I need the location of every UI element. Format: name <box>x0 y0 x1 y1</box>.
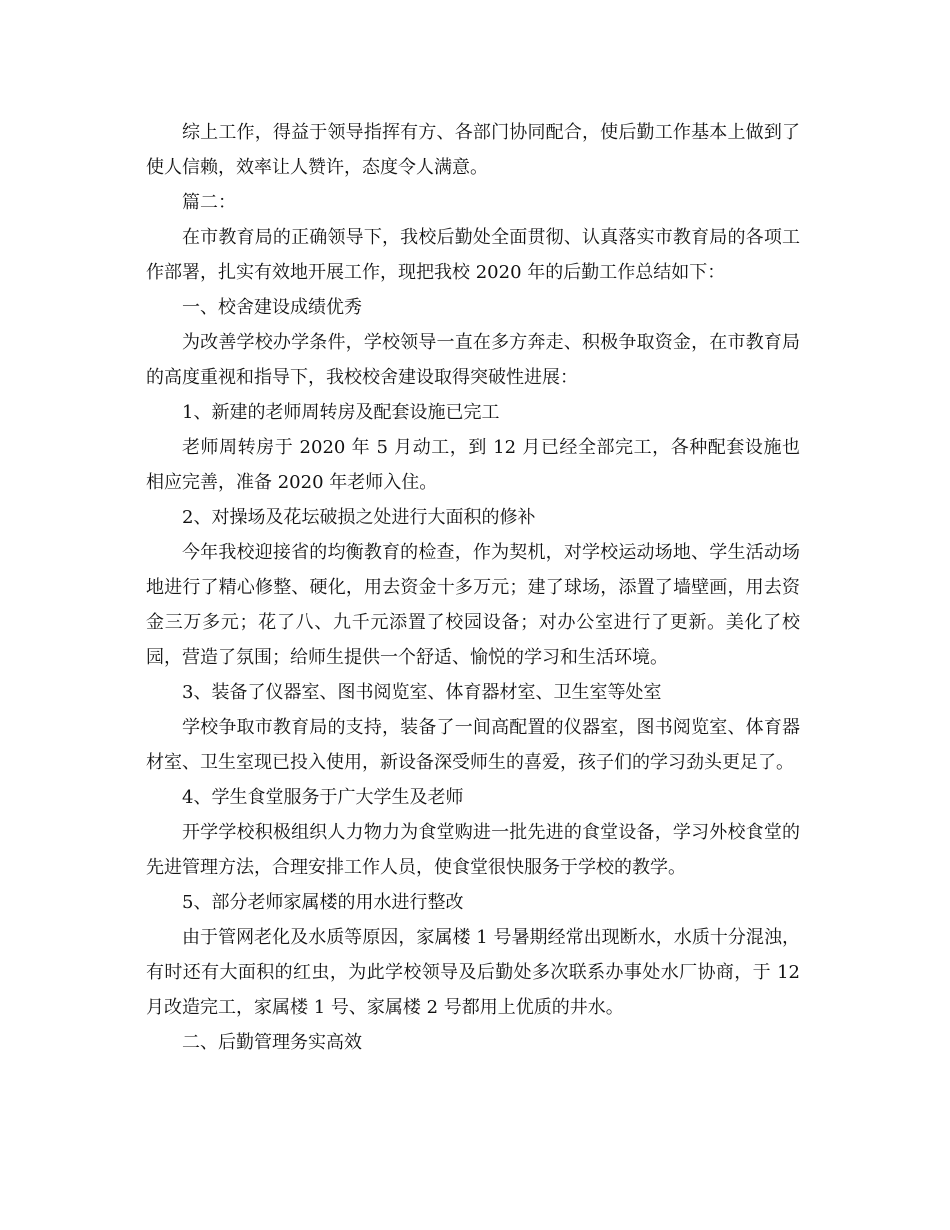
paragraph-subitem-3: 学校争取市教育局的支持，装备了一间高配置的仪器室，图书阅览室、体育器材室、卫生室现已投入使用，新设备深受师生的喜爱，孩子们的学习劲头更足了。 <box>146 717 800 773</box>
paragraph-subitem-5: 由于管网老化及水质等原因，家属楼 1 号暑期经常出现断水，水质十分混浊，有时还有大面积的红虫，为此学校领导及后勤处多次联系办事处水厂协商，于 12 月改造完工，家属楼 1 号、家属楼 2 号都用上优质的井水。 <box>146 927 800 1018</box>
paragraph-summary: 综上工作，得益于领导指挥有方、各部门协同配合，使后勤工作基本上做到了使人信赖，效率让人赞许，态度令人满意。 <box>146 122 800 178</box>
subheading-2: 2、对操场及花坛破损之处进行大面积的修补 <box>182 507 536 528</box>
subheading-4: 4、学生食堂服务于广大学生及老师 <box>182 787 464 808</box>
paragraph-section-1-intro: 为改善学校办学条件，学校领导一直在多方奔走、积极争取资金，在市教育局的高度重视和指导下，我校校舍建设取得突破性进展： <box>146 332 800 388</box>
section-heading-2: 二、后勤管理务实高效 <box>182 1032 362 1053</box>
paragraph-intro: 在市教育局的正确领导下，我校后勤处全面贯彻、认真落实市教育局的各项工作部署，扎实有效地开展工作，现把我校 2020 年的后勤工作总结如下： <box>146 227 800 283</box>
section-heading-1: 一、校舍建设成绩优秀 <box>182 297 362 318</box>
paragraph-part-two-heading: 篇二： <box>182 192 236 213</box>
subheading-1: 1、新建的老师周转房及配套设施已完工 <box>182 402 500 423</box>
subheading-5: 5、部分老师家属楼的用水进行整改 <box>182 892 464 913</box>
paragraph-subitem-4: 开学学校积极组织人力物力为食堂购进一批先进的食堂设备，学习外校食堂的先进管理方法，合理安排工作人员，使食堂很快服务于学校的教学。 <box>146 822 800 878</box>
subheading-3: 3、装备了仪器室、图书阅览室、体育器材室、卫生室等处室 <box>182 682 662 703</box>
paragraph-subitem-1: 老师周转房于 2020 年 5 月动工，到 12 月已经全部完工，各种配套设施也相应完善，准备 2020 年老师入住。 <box>146 437 800 493</box>
paragraph-subitem-2: 今年我校迎接省的均衡教育的检查，作为契机，对学校运动场地、学生活动场地进行了精心修整、硬化，用去资金十多万元；建了球场，添置了墙壁画，用去资金三万多元；花了八、九千元添置了校园设备；对办公室进行了更新。美化了校园，营造了氛围；给师生提供一个舒适、愉悦的学习和生活环境。 <box>146 542 800 668</box>
